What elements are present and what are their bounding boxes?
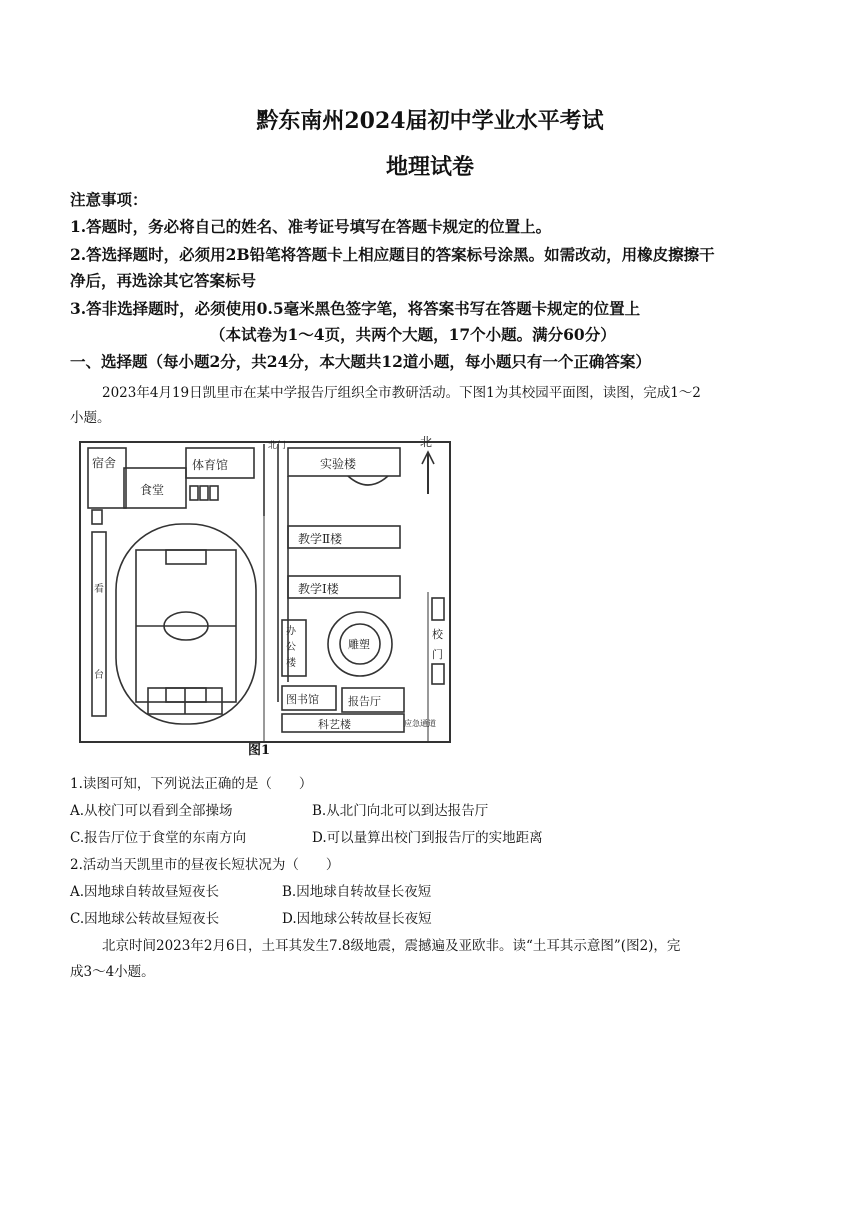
- rostrum-label-1: 看: [94, 584, 104, 595]
- q1-option-d: D.可以量算出校门到报告厅的实地距离: [312, 830, 543, 846]
- exam-scope: （本试卷为1～4页，共两个大题，17个小题。满分60分）: [210, 325, 616, 344]
- notice-item-1: 1.答题时，务必将自己的姓名、准考证号填写在答题卡规定的位置上。: [70, 217, 552, 236]
- q2-option-d: D.因地球公转故昼长夜短: [282, 911, 432, 927]
- office-label-3: 楼: [286, 658, 296, 669]
- lab-label: 实验楼: [320, 457, 357, 471]
- notice-item-2-cont: 净后，再选涂其它答案标号: [70, 271, 257, 290]
- exit-label: 应急通道: [404, 719, 436, 728]
- office-label-1: 办: [286, 626, 296, 637]
- office-label-2: 公: [286, 642, 296, 653]
- sports-track: [116, 524, 256, 724]
- q1-option-a: A.从校门可以看到全部操场: [70, 803, 233, 819]
- intro-1-cont: 小题。: [70, 410, 111, 426]
- q2-option-b: B.因地球自转故昼长夜短: [282, 884, 432, 900]
- teach2-label: 教学Ⅱ楼: [298, 532, 343, 546]
- gate-label-2: 门: [432, 648, 443, 661]
- notice-item-2: 2.答选择题时，必须用2B铅笔将答题卡上相应题目的答案标号涂黑。如需改动，用橡皮擦擦干: [70, 245, 715, 264]
- q2-option-c: C.因地球公转故昼短夜长: [70, 911, 220, 927]
- notice-item-3: 3.答非选择题时，必须使用0.5毫米黑色签字笔，将答案书写在答题卡规定的位置上: [70, 299, 641, 318]
- q2-stem: 2.活动当天凯里市的昼夜长短状况为（ ）: [70, 857, 340, 873]
- dorm-label: 宿舍: [92, 456, 117, 470]
- north-gate-label: 北门: [268, 441, 287, 451]
- intro-2-cont: 成3～4小题。: [70, 964, 155, 980]
- gym-label: 体育馆: [192, 458, 229, 472]
- arts-label: 科艺楼: [318, 718, 351, 731]
- intro-1: 2023年4月19日凯里市在某中学报告厅组织全市教研活动。下图1为其校园平面图，读图，完成1～2: [102, 385, 701, 401]
- campus-map: [78, 432, 454, 758]
- north-label: 北: [420, 435, 433, 449]
- intro-2: 北京时间2023年2月6日，土耳其发生7.8级地震，震撼遍及亚欧非。读“土耳其示意图”(图2)，完: [102, 938, 681, 954]
- section-1-heading: 一、选择题（每小题2分，共24分，本大题共12道小题，每小题只有一个正确答案）: [70, 352, 651, 371]
- canteen-label: 食堂: [140, 483, 165, 497]
- notice-heading: 注意事项：: [70, 190, 148, 209]
- report-hall-label: 报告厅: [348, 695, 381, 708]
- exam-subtitle: 地理试卷: [385, 154, 474, 180]
- rostrum: [92, 532, 106, 716]
- exam-title: 黔东南州2024届初中学业水平考试: [256, 108, 604, 134]
- sculpture-label: 雕塑: [348, 638, 370, 651]
- gate-label-1: 校: [432, 628, 443, 641]
- q1-option-b: B.从北门向北可以到达报告厅: [312, 803, 489, 819]
- figure-caption: 图1: [248, 743, 271, 758]
- rostrum-label-2: 台: [94, 670, 104, 681]
- library-label: 图书馆: [286, 693, 319, 706]
- q1-option-c: C.报告厅位于食堂的东南方向: [70, 830, 247, 846]
- teach1-label: 教学Ⅰ楼: [298, 582, 339, 596]
- q1-stem: 1.读图可知，下列说法正确的是（ ）: [70, 776, 313, 792]
- q2-option-a: A.因地球自转故昼短夜长: [70, 884, 220, 900]
